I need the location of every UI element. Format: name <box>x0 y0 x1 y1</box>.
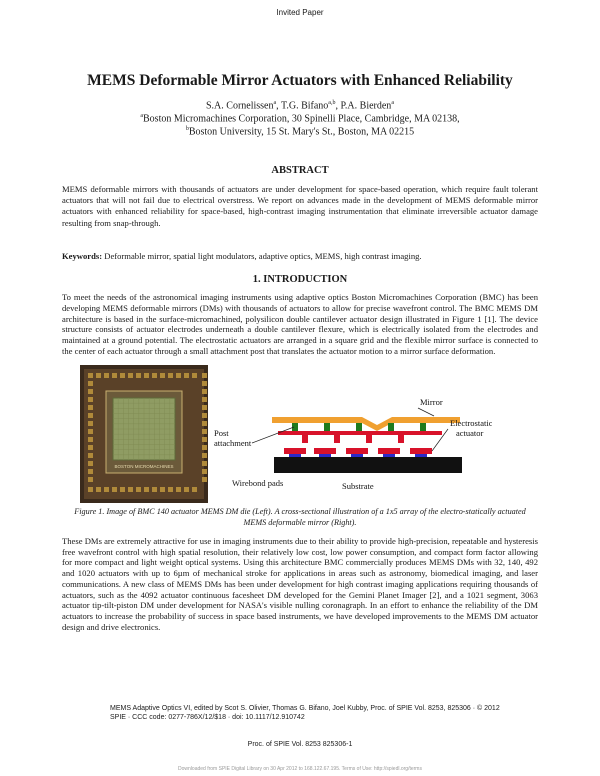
keywords-label: Keywords: <box>62 251 103 261</box>
affiliation-2-text: Boston University, 15 St. Mary's St., Boston, MA 02215 <box>188 126 415 138</box>
abstract-heading: ABSTRACT <box>271 165 329 176</box>
wirebond-pad <box>160 487 165 492</box>
mirror-surface <box>272 417 460 431</box>
author-3-affil: a <box>391 100 394 106</box>
wirebond-pad <box>112 373 117 378</box>
wirebond-pad <box>168 487 173 492</box>
mirror-leader-line <box>418 408 434 416</box>
wirebond-pad <box>96 373 101 378</box>
wirebond-pad <box>184 373 189 378</box>
publication-info: MEMS Adaptive Optics VI, edited by Scot S. Olivier, Thomas G. Bifano, Joel Kubby, Proc. of SPIE Vol. 8253, 825306 · © 2012 SPIE · CCC code: 0277-786X/12/$18 · doi: 10.1117/12.910742 <box>110 705 500 721</box>
figure-caption: Figure 1. Image of BMC 140 actuator MEMS DM die (Left). A cross-sectional illustration of a 1x5 array of the electro-statically actuated MEMS deformable mirror (Right). <box>74 507 526 527</box>
substrate <box>274 457 462 473</box>
actuator-body <box>284 448 306 454</box>
wirebond-pad <box>152 487 157 492</box>
actuator-body <box>314 448 336 454</box>
electrode <box>351 454 363 457</box>
actuator-body <box>410 448 432 454</box>
wirebond-pad <box>168 373 173 378</box>
wirebond-pad <box>88 373 93 378</box>
wirebond-pad <box>202 437 207 442</box>
electrostatic-label-line2: actuator <box>456 428 484 438</box>
mems-dm-die-image <box>80 365 208 503</box>
wirebond-pad <box>128 487 133 492</box>
wirebond-pad <box>88 413 93 418</box>
keywords-text: Deformable mirror, spatial light modulators, adaptive optics, MEMS, high contrast imaging. <box>102 251 422 261</box>
author-2: , T.G. Bifano <box>276 100 329 112</box>
wirebond-pad <box>202 413 207 418</box>
actuator-body <box>346 448 368 454</box>
body-paragraph: These DMs are extremely attractive for use in imaging instruments due to their ability to provide high-precision, repeatable and hysteresis free wavefront control with high spatial resolution, their relatively low cost, low power consumption, and compact form factor allowing for more compact and light weight optical systems. Using this architecture BMC commercially produces MEMS DMs with 32, 140, 492 and 1020 actuators with up to 6µm of mechanical stroke for applications in areas such as astronomy, biomedical imaging, and laser communications. A new class of MEMS DMs has been under development for high contrast imaging applications requiring thousands of actuators, such as the 4092 actuator continuous facesheet DM developed for the Gemini Planet Imager [2], and a 1021 segment, 3063 actuator tip-tilt-piston DM under development for NASA's visible nulling coronagraph. In an effort to enhance the reliability of the DM actuators to increase the probability of success in space based instruments, we have developed improvements to the MEMS DM actuator design and drive electronics. <box>62 536 538 632</box>
post-label-line1: Post <box>214 428 229 438</box>
attachment-post <box>292 423 298 431</box>
wirebond-pad <box>88 389 93 394</box>
electrode <box>289 454 301 457</box>
wirebond-pad <box>202 461 207 466</box>
affiliation-1 <box>0 113 600 124</box>
wirebond-pad <box>120 373 125 378</box>
wirebond-pad <box>88 453 93 458</box>
wirebond-label: Wirebond pads <box>232 478 284 488</box>
author-3: , P.A. Bierden <box>335 100 392 112</box>
wirebond-pad <box>112 487 117 492</box>
wirebond-pad <box>202 373 207 378</box>
abstract-text: MEMS deformable mirrors with thousands of actuators are under development for space-based operation, which require fault tolerant actuators that will not fail due to electrical overstress. We report on advances made in the development of MEMS deformable mirror actuators with enhanced reliability for space-based, high-contrast imaging instrumentation that eliminate irreversible actuator damage resulting from snap-through. <box>62 184 538 228</box>
wirebond-pad <box>128 373 133 378</box>
wirebond-pad <box>176 373 181 378</box>
electrostatic-label-line1: Electrostatic <box>450 418 492 428</box>
mirror-label: Mirror <box>420 397 443 407</box>
wirebond-pad <box>88 445 93 450</box>
wirebond-pad <box>202 421 207 426</box>
wirebond-pad <box>88 429 93 434</box>
wirebond-pad <box>202 405 207 410</box>
substrate-label: Substrate <box>342 481 374 491</box>
chip-label: BOSTON MICROMACHINES <box>114 464 174 469</box>
wirebond-pad <box>202 429 207 434</box>
wirebond-pad <box>88 397 93 402</box>
author-1-affil: a <box>273 100 277 106</box>
wirebond-pad <box>144 487 149 492</box>
wirebond-pad <box>202 445 207 450</box>
wirebond-pad <box>104 373 109 378</box>
author-2-affil: a,b <box>328 100 336 106</box>
actuator-flexure <box>278 431 442 443</box>
download-notice: Downloaded from SPIE Digital Library on 30 Apr 2012 to 168.122.67.195. Terms of Use: http://spiedl.org/terms <box>178 766 422 772</box>
author-1: S.A. Cornelissen <box>206 100 274 112</box>
wirebond-pad <box>144 373 149 378</box>
affiliation-1-text: Boston Micromachines Corporation, 30 Spinelli Place, Cambridge, MA 02138, <box>143 113 460 125</box>
keywords <box>62 251 538 262</box>
attachment-post <box>388 423 394 431</box>
wirebond-pad <box>176 487 181 492</box>
introduction-text: To meet the needs of the astronomical imaging instruments using adaptive optics Boston Micromachines Corporation (BMC) has been developing MEMS deformable mirrors (DMs) with thousands of actuators to allow for precise wavefront control. The BMC MEMS DM architecture is based in the surface-micromachined, polysilicon double cantilever actuator design illustrated in Figure 1 [1]. The device structure consists of actuator electrodes underneath a double cantilever flexure, which is electrically isolated from the electrodes and maintained at a ground potential. The electrostatic actuators are arranged in a square grid and the flexible mirror surface is connected to the center of each actuator through a small attachment post that translates the actuator motion to a mirror surface deformation. <box>62 292 538 356</box>
wirebond-pad <box>202 381 207 386</box>
actuator-body <box>378 448 400 454</box>
wirebond-pad <box>88 477 93 482</box>
affiliation-2 <box>0 126 600 137</box>
wirebond-pad <box>104 487 109 492</box>
page-identifier: Proc. of SPIE Vol. 8253 825306-1 <box>247 741 353 748</box>
attachment-post <box>420 423 426 431</box>
invited-paper-label: Invited Paper <box>276 8 324 17</box>
electrode <box>383 454 395 457</box>
paper-title: MEMS Deformable Mirror Actuators with Enhanced Reliability <box>87 72 513 89</box>
wirebond-pad <box>202 389 207 394</box>
wirebond-pad <box>184 487 189 492</box>
wirebond-pad <box>202 477 207 482</box>
author-list <box>0 100 600 111</box>
wirebond-pad <box>160 373 165 378</box>
electrode <box>319 454 331 457</box>
wirebond-pad <box>202 453 207 458</box>
wirebond-pad <box>202 469 207 474</box>
wirebond-pad <box>88 405 93 410</box>
wirebond-pad <box>202 397 207 402</box>
wirebond-pad <box>192 373 197 378</box>
post-label-line2: attachment <box>214 438 252 448</box>
wirebond-pad <box>136 487 141 492</box>
wirebond-pad <box>192 487 197 492</box>
wirebond-pad <box>88 421 93 426</box>
wirebond-pad <box>96 487 101 492</box>
attachment-post <box>356 423 362 431</box>
wirebond-pad <box>88 487 93 492</box>
section-heading-introduction: 1. INTRODUCTION <box>252 274 348 285</box>
wirebond-pad <box>88 381 93 386</box>
wirebond-pad <box>152 373 157 378</box>
electrode <box>415 454 427 457</box>
affiliation-1-mark: a <box>140 113 144 119</box>
affiliation-2-mark: b <box>185 126 189 132</box>
wirebond-pad <box>88 437 93 442</box>
wirebond-pad <box>88 469 93 474</box>
wirebond-pad <box>88 461 93 466</box>
attachment-post <box>324 423 330 431</box>
wirebond-pad <box>120 487 125 492</box>
wirebond-pad <box>136 373 141 378</box>
